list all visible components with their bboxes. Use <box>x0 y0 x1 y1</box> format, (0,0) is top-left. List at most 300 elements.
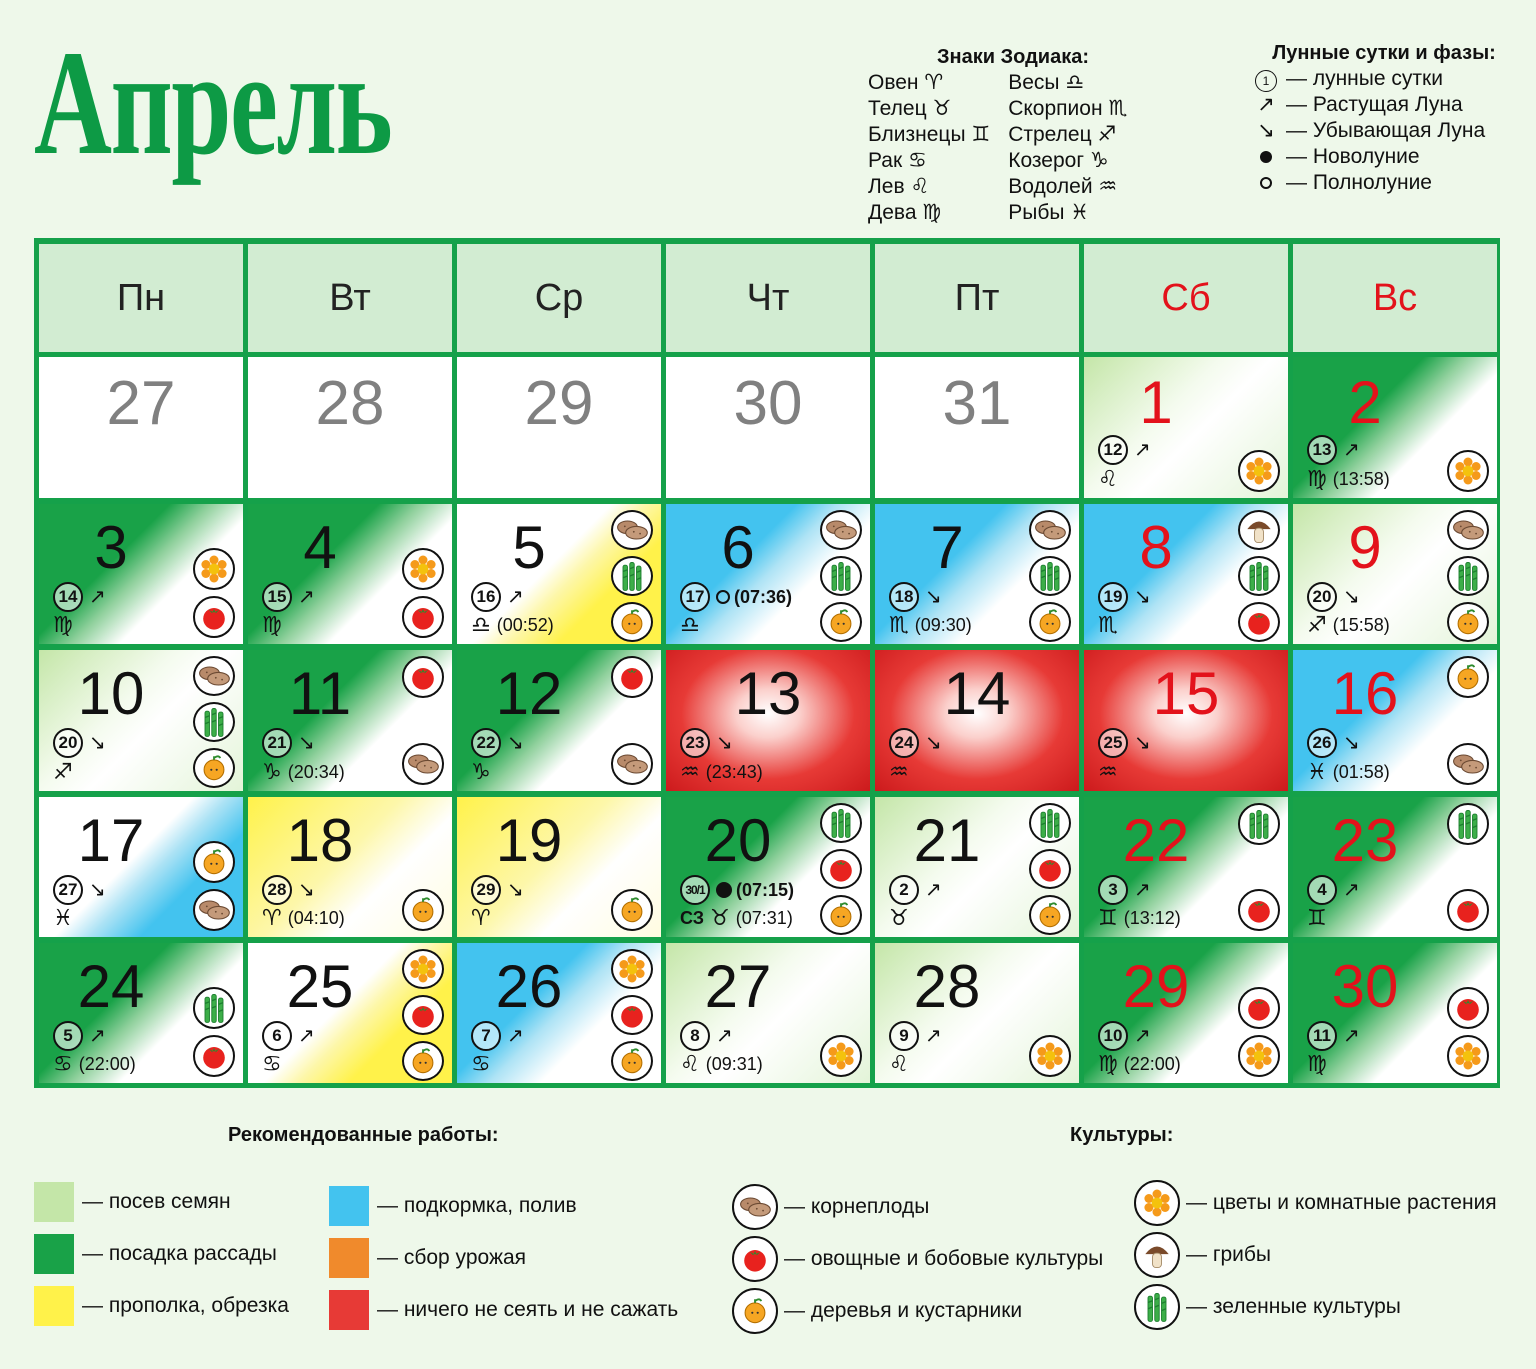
lunar-info <box>471 875 524 905</box>
waning-moon-icon: ↘ <box>298 879 315 901</box>
zodiac-time: (22:00) <box>1123 1053 1181 1074</box>
crops-legend-item <box>732 1236 1103 1282</box>
works-legend-item <box>34 1182 231 1222</box>
waning-moon-icon: ↘ <box>716 732 733 754</box>
lunar-day-badge: 3 <box>1098 875 1128 905</box>
zodiac-symbol-icon: ♑ <box>1089 149 1109 172</box>
crops-legend-text: — грибы <box>1186 1243 1272 1266</box>
crop-icons <box>1447 656 1489 785</box>
growing-moon-icon: ↗ <box>507 1025 524 1047</box>
lunar-day-badge: 28 <box>262 875 292 905</box>
zodiac-time: (13:12) <box>1123 907 1181 928</box>
lunar-info <box>680 1021 733 1051</box>
lunar-day-badge: 20 <box>1307 582 1337 612</box>
day-cell[interactable] <box>457 504 661 644</box>
lunar-day-badge: 23 <box>680 728 710 758</box>
fruit-tree-icon <box>1447 602 1489 642</box>
day-cell[interactable] <box>875 943 1079 1083</box>
waning-moon-icon: ↘ <box>89 732 106 754</box>
zodiac-legend-item <box>1008 122 1127 148</box>
zodiac-symbol-icon: ♍ <box>922 201 942 224</box>
day-cell[interactable] <box>875 357 1079 498</box>
solar-eclipse-label: СЗ <box>680 907 705 928</box>
zodiac-symbol-icon: ♑ <box>471 759 491 784</box>
new-moon-dot <box>1260 151 1272 163</box>
fruit-tree-icon <box>193 748 235 788</box>
zodiac-info <box>471 612 554 638</box>
zodiac-info <box>262 905 345 931</box>
lunar-info <box>889 1021 942 1051</box>
weekday-header: Пн <box>39 244 243 352</box>
day-cell[interactable] <box>1084 650 1288 791</box>
zodiac-symbol-icon: ♒ <box>680 759 700 784</box>
crop-icons <box>820 510 862 638</box>
day-cell[interactable] <box>1293 504 1497 644</box>
tomato-icon <box>732 1236 778 1282</box>
moon-legend <box>1254 40 1514 196</box>
day-number: 17 <box>77 807 145 874</box>
zodiac-info <box>262 759 345 785</box>
day-number: 28 <box>913 953 981 1020</box>
day-cell[interactable] <box>666 357 870 498</box>
day-cell[interactable] <box>1084 943 1288 1083</box>
zodiac-legend-item <box>868 148 990 174</box>
zodiac-info <box>1307 1051 1327 1077</box>
zodiac-symbol-icon: ♈ <box>262 905 282 930</box>
day-cell[interactable] <box>39 357 243 498</box>
zodiac-symbol-icon: ♊ <box>971 123 991 146</box>
growing-moon-icon: ↗ <box>1134 439 1151 461</box>
zodiac-symbol-icon: ♏ <box>1108 97 1128 120</box>
day-cell[interactable] <box>39 504 243 644</box>
day-number: 1 <box>1139 369 1173 436</box>
moon-legend-item <box>1254 170 1514 196</box>
zodiac-symbol-icon: ♐ <box>53 759 73 784</box>
day-cell[interactable] <box>666 797 870 937</box>
lunar-day-badge: 10 <box>1098 1021 1128 1051</box>
lunar-day-badge: 19 <box>1098 582 1128 612</box>
lunar-day-icon <box>1254 66 1278 92</box>
moon-legend-item <box>1254 66 1514 92</box>
day-number: 19 <box>495 807 563 874</box>
fruit-tree-icon <box>402 1041 444 1081</box>
crop-icons <box>193 656 235 785</box>
lunar-day-badge: 12 <box>1098 435 1128 465</box>
works-legend-text: — посадка рассады <box>82 1242 277 1265</box>
growing-moon-icon: ↗ <box>1257 93 1275 116</box>
lunar-info <box>680 728 733 758</box>
day-cell[interactable] <box>457 650 661 791</box>
works-legend-item <box>329 1238 526 1278</box>
lunar-info <box>1098 875 1151 905</box>
zodiac-time: (09:30) <box>914 614 972 635</box>
day-cell[interactable] <box>666 943 870 1083</box>
lunar-day-badge: 17 <box>680 582 710 612</box>
day-cell[interactable] <box>1084 357 1288 498</box>
crops-legend-text: — корнеплоды <box>784 1195 930 1218</box>
fruit-tree-icon <box>732 1288 778 1334</box>
zodiac-info <box>1098 612 1118 638</box>
growing-moon-icon: ↗ <box>716 1025 733 1047</box>
zodiac-name: Телец <box>868 97 933 120</box>
root-vegetable-icon <box>1447 743 1489 785</box>
growing-moon-icon: ↗ <box>925 879 942 901</box>
lunar-day-number: 1 <box>1255 70 1277 92</box>
zodiac-info <box>471 759 491 785</box>
greens-icon <box>193 987 235 1029</box>
day-number: 23 <box>1331 807 1399 874</box>
growing-moon-icon: ↗ <box>1134 1025 1151 1047</box>
zodiac-symbol-icon: ♋ <box>262 1051 282 1076</box>
tomato-icon <box>1238 602 1280 642</box>
day-cell[interactable] <box>39 650 243 791</box>
zodiac-symbol-icon: ♌ <box>910 175 930 198</box>
day-cell[interactable] <box>666 504 870 644</box>
day-cell[interactable] <box>248 943 452 1083</box>
zodiac-symbol-icon: ♉ <box>710 905 730 930</box>
zodiac-name: Овен <box>868 71 925 94</box>
root-vegetable-icon <box>1029 510 1071 550</box>
works-legend-heading: Рекомендованные работы: <box>228 1124 499 1146</box>
zodiac-legend-item <box>868 96 990 122</box>
works-legend-text: — прополка, обрезка <box>82 1294 289 1317</box>
zodiac-legend-item <box>1008 96 1127 122</box>
lunar-info <box>471 1021 524 1051</box>
day-cell[interactable] <box>666 650 870 791</box>
zodiac-symbol-icon: ♊ <box>1098 905 1118 930</box>
day-cell[interactable] <box>457 797 661 937</box>
day-cell[interactable] <box>1293 797 1497 937</box>
zodiac-symbol-icon: ♓ <box>1307 759 1327 784</box>
waning-moon-icon: ↘ <box>298 732 315 754</box>
lunar-day-badge: 30/1 <box>680 875 710 905</box>
zodiac-info <box>889 612 972 638</box>
lunar-info <box>262 875 315 905</box>
lunar-day-badge: 15 <box>262 582 292 612</box>
lunar-day-badge: 9 <box>889 1021 919 1051</box>
fruit-tree-icon <box>1029 895 1071 935</box>
day-number: 31 <box>942 369 1012 438</box>
crop-icons <box>611 803 653 931</box>
root-vegetable-icon <box>402 743 444 785</box>
full-moon-icon <box>716 590 730 604</box>
day-number: 13 <box>734 660 802 727</box>
lunar-day-badge: 13 <box>1307 435 1337 465</box>
day-number: 25 <box>286 953 354 1020</box>
zodiac-legend-item <box>1008 70 1127 96</box>
zodiac-symbol-icon: ♏ <box>1098 612 1118 637</box>
zodiac-legend-item <box>868 200 990 226</box>
zodiac-info <box>53 612 73 638</box>
works-legend-text: — сбор урожая <box>377 1246 527 1269</box>
day-cell[interactable] <box>248 357 452 498</box>
zodiac-symbol-icon: ♋ <box>53 1051 73 1076</box>
day-cell[interactable] <box>875 504 1079 644</box>
waning-moon-icon: ↘ <box>1343 732 1360 754</box>
crop-icons <box>1238 949 1280 1077</box>
lunar-info <box>1098 582 1151 612</box>
zodiac-info <box>1307 612 1390 638</box>
zodiac-symbol-icon: ♎ <box>680 612 700 637</box>
day-cell[interactable] <box>1084 504 1288 644</box>
zodiac-info <box>680 759 763 785</box>
zodiac-legend-heading: Знаки Зодиака: <box>937 46 1089 68</box>
crops-legend-heading: Культуры: <box>1070 1124 1174 1146</box>
zodiac-symbol-icon: ♋ <box>908 149 927 172</box>
moon-phase <box>716 880 794 901</box>
greens-icon <box>1029 556 1071 596</box>
root-vegetable-icon <box>611 510 653 550</box>
new-moon-icon <box>716 882 732 898</box>
weekday-header: Вс <box>1293 244 1497 352</box>
color-swatch <box>34 1182 74 1222</box>
zodiac-info <box>1098 1051 1181 1077</box>
day-cell[interactable] <box>248 650 452 791</box>
greens-icon <box>1447 803 1489 845</box>
zodiac-time: (00:52) <box>496 614 554 635</box>
zodiac-symbol-icon: ♒ <box>1098 175 1118 198</box>
greens-icon <box>1447 556 1489 596</box>
works-legend-item <box>329 1290 678 1330</box>
crop-icons <box>402 656 444 785</box>
fruit-tree-icon <box>402 889 444 931</box>
day-cell[interactable] <box>248 504 452 644</box>
day-number: 28 <box>315 369 385 438</box>
tomato-icon <box>820 849 862 889</box>
fruit-tree-icon <box>611 1041 653 1081</box>
moon-legend-text: — Растущая Луна <box>1286 93 1463 116</box>
day-cell[interactable] <box>457 357 661 498</box>
tomato-icon <box>1447 889 1489 931</box>
crop-icons <box>193 510 235 638</box>
flower-icon <box>820 1035 862 1077</box>
crop-icons <box>402 949 444 1077</box>
crop-icons <box>1447 510 1489 638</box>
lunar-info <box>889 728 942 758</box>
zodiac-symbol-icon: ♌ <box>1098 466 1118 491</box>
zodiac-time: (23:43) <box>705 761 763 782</box>
growing-moon-icon: ↗ <box>507 586 524 608</box>
greens-icon <box>820 803 862 843</box>
fruit-tree-icon <box>820 895 862 935</box>
moon-legend-text: — Полнолуние <box>1286 171 1432 194</box>
fruit-tree-icon <box>820 602 862 642</box>
lunar-info <box>1098 435 1151 465</box>
zodiac-symbol-icon: ♐ <box>1097 123 1117 146</box>
zodiac-name: Скорпион <box>1008 97 1109 120</box>
crop-icons <box>1447 803 1489 931</box>
crops-legend-item <box>1134 1180 1497 1226</box>
zodiac-info <box>1098 905 1181 931</box>
tomato-icon <box>1238 889 1280 931</box>
zodiac-info <box>471 905 491 931</box>
zodiac-symbol-icon: ♌ <box>680 1051 700 1076</box>
color-swatch <box>329 1238 369 1278</box>
zodiac-symbol-icon: ♋ <box>471 1051 491 1076</box>
color-swatch <box>329 1290 369 1330</box>
greens-icon <box>193 702 235 742</box>
lunar-day-badge: 20 <box>53 728 83 758</box>
waning-moon-icon: ↘ <box>1257 119 1275 142</box>
moon-legend-item <box>1254 144 1514 170</box>
lunar-day-badge: 11 <box>1307 1021 1337 1051</box>
greens-icon <box>1134 1284 1180 1330</box>
crop-icons <box>402 510 444 638</box>
day-number: 4 <box>303 514 337 581</box>
lunar-info <box>471 728 524 758</box>
growing-moon-icon: ↗ <box>298 1025 315 1047</box>
day-number: 14 <box>943 660 1011 727</box>
zodiac-info <box>1098 759 1118 785</box>
zodiac-time: (13:58) <box>1332 468 1390 489</box>
flower-icon <box>402 949 444 989</box>
crops-legend-text: — цветы и комнатные растения <box>1186 1191 1497 1214</box>
zodiac-info <box>471 1051 491 1077</box>
waning-moon-icon: ↘ <box>507 879 524 901</box>
zodiac-name: Близнецы <box>868 123 972 146</box>
zodiac-info <box>889 1051 909 1077</box>
zodiac-name: Лев <box>868 175 911 198</box>
day-cell[interactable] <box>39 797 243 937</box>
growing-moon-icon: ↗ <box>89 586 106 608</box>
flower-icon <box>1134 1180 1180 1226</box>
crop-icons <box>402 803 444 931</box>
zodiac-info <box>1307 466 1390 492</box>
zodiac-symbol-icon: ♊ <box>1307 905 1327 930</box>
day-number: 21 <box>913 807 981 874</box>
lunar-day-badge: 29 <box>471 875 501 905</box>
day-number: 30 <box>1331 953 1399 1020</box>
page-title: Апрель <box>34 20 392 186</box>
zodiac-info <box>262 612 282 638</box>
lunar-day-badge: 24 <box>889 728 919 758</box>
flower-icon <box>1447 450 1489 492</box>
crop-icons <box>611 656 653 785</box>
zodiac-info <box>889 905 909 931</box>
lunar-day-badge: 4 <box>1307 875 1337 905</box>
crop-icons <box>1238 363 1280 492</box>
day-number: 6 <box>721 514 755 581</box>
phase-time: (07:15) <box>736 879 795 900</box>
calendar-grid <box>34 238 1500 1088</box>
zodiac-legend-item <box>1008 200 1127 226</box>
day-cell[interactable] <box>1293 357 1497 498</box>
greens-icon <box>1238 803 1280 845</box>
zodiac-name: Рак <box>868 149 909 172</box>
crop-icons <box>1447 363 1489 492</box>
zodiac-legend-item <box>868 174 990 200</box>
fruit-tree-icon <box>1029 602 1071 642</box>
zodiac-symbol-icon: ♈ <box>924 71 944 94</box>
day-cell[interactable] <box>875 797 1079 937</box>
zodiac-symbol-icon: ♓ <box>1070 201 1090 224</box>
greens-icon <box>611 556 653 596</box>
flower-icon <box>193 548 235 590</box>
tomato-icon <box>402 995 444 1035</box>
works-legend-text: — подкормка, полив <box>377 1194 577 1217</box>
zodiac-symbol-icon: ♈ <box>471 905 491 930</box>
lunar-info <box>262 728 315 758</box>
day-cell[interactable] <box>1293 943 1497 1083</box>
fruit-tree-icon <box>193 841 235 883</box>
weekday-header: Ср <box>457 244 661 352</box>
waning-moon-icon: ↘ <box>1134 586 1151 608</box>
zodiac-name: Водолей <box>1008 175 1099 198</box>
crop-icons <box>193 803 235 931</box>
day-number: 10 <box>77 660 145 727</box>
growing-moon-icon: ↗ <box>1343 1025 1360 1047</box>
waning-moon-icon: ↘ <box>1343 586 1360 608</box>
greens-icon <box>1029 803 1071 843</box>
zodiac-symbol-icon: ♒ <box>889 759 909 784</box>
lunar-day-badge: 16 <box>471 582 501 612</box>
color-swatch <box>329 1186 369 1226</box>
full-moon-circle <box>1260 177 1272 189</box>
zodiac-info <box>53 905 73 931</box>
day-cell[interactable] <box>1293 650 1497 791</box>
lunar-info <box>1098 728 1151 758</box>
crop-icons <box>193 949 235 1077</box>
day-number: 7 <box>930 514 964 581</box>
tomato-icon <box>193 596 235 638</box>
weekday-header: Сб <box>1084 244 1288 352</box>
waning-moon-icon: ↘ <box>507 732 524 754</box>
zodiac-symbol-icon: ♍ <box>262 612 282 637</box>
day-cell[interactable] <box>1084 797 1288 937</box>
weekday-header: Чт <box>666 244 870 352</box>
day-cell[interactable] <box>457 943 661 1083</box>
fruit-tree-icon <box>611 889 653 931</box>
lunar-day-badge: 14 <box>53 582 83 612</box>
crop-icons <box>820 949 862 1077</box>
zodiac-legend-item <box>868 70 990 96</box>
day-number: 20 <box>704 807 772 874</box>
day-number: 24 <box>77 953 145 1020</box>
tomato-icon <box>1029 849 1071 889</box>
lunar-info <box>1307 582 1360 612</box>
flower-icon <box>1029 1035 1071 1077</box>
day-number: 18 <box>286 807 354 874</box>
crop-icons <box>611 949 653 1077</box>
fruit-tree-icon <box>611 602 653 642</box>
fruit-tree-icon <box>1447 656 1489 698</box>
day-cell[interactable] <box>248 797 452 937</box>
day-cell[interactable] <box>39 943 243 1083</box>
moon-legend-text: — Убывающая Луна <box>1286 119 1486 142</box>
zodiac-info <box>680 612 700 638</box>
growing-moon-icon: ↗ <box>1134 879 1151 901</box>
waning-moon-icon: ↘ <box>89 879 106 901</box>
day-number: 30 <box>733 369 803 438</box>
zodiac-info <box>1307 905 1327 931</box>
zodiac-symbol-icon: ♎ <box>1065 71 1085 94</box>
zodiac-name: Дева <box>868 201 923 224</box>
zodiac-symbol-icon: ♎ <box>471 612 491 637</box>
lunar-day-badge: 8 <box>680 1021 710 1051</box>
zodiac-time: (09:31) <box>705 1053 763 1074</box>
lunar-day-badge: 2 <box>889 875 919 905</box>
mushroom-icon <box>1238 510 1280 550</box>
crop-icons <box>1029 510 1071 638</box>
crops-legend-text: — овощные и бобовые культуры <box>784 1247 1104 1270</box>
day-number: 16 <box>1331 660 1399 727</box>
zodiac-symbol-icon: ♍ <box>1098 1051 1118 1076</box>
lunar-day-badge: 7 <box>471 1021 501 1051</box>
weekday-header: Пт <box>875 244 1079 352</box>
lunar-day-badge: 25 <box>1098 728 1128 758</box>
lunar-info <box>680 582 792 612</box>
day-cell[interactable] <box>875 650 1079 791</box>
